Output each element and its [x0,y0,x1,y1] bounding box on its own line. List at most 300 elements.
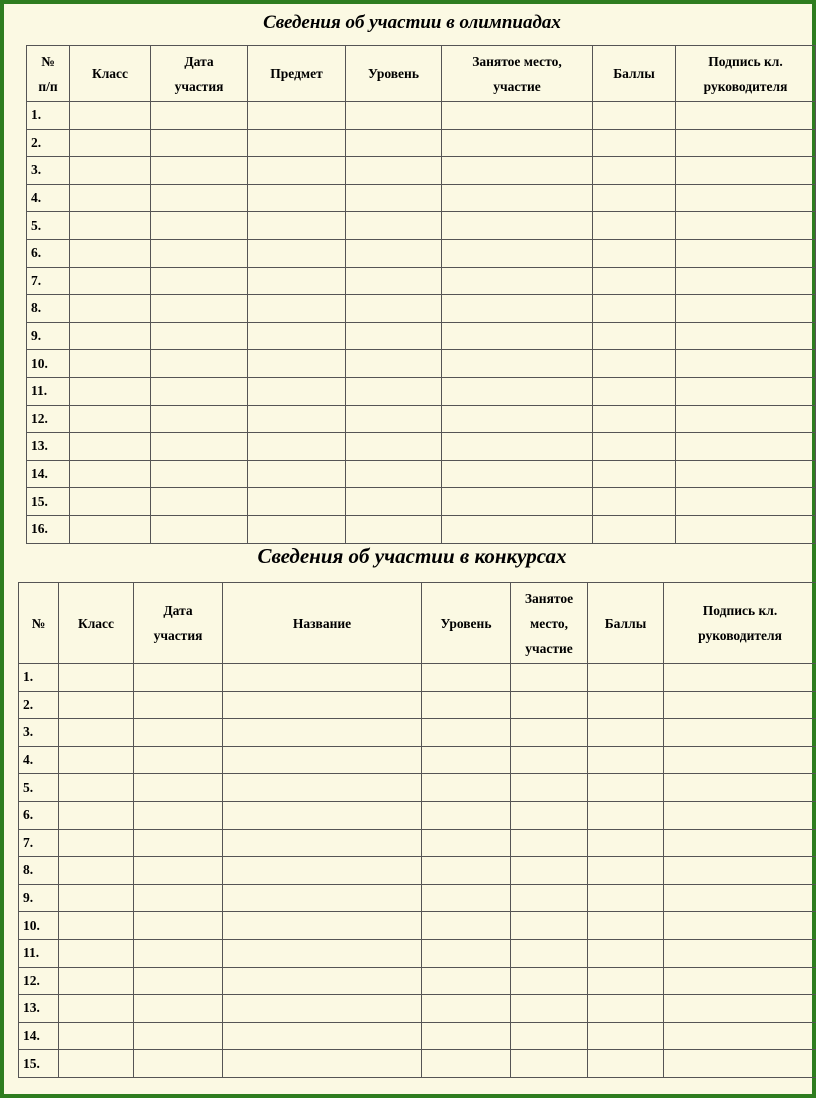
table-cell[interactable] [70,102,151,130]
table-cell[interactable] [511,691,588,719]
table-cell[interactable] [223,664,422,692]
header-date: Дата участия [151,46,248,102]
table-cell[interactable] [593,102,676,130]
contests-title: Сведения об участии в конкурсах [257,544,567,568]
table-row [27,322,816,350]
table-cell[interactable] [422,967,511,995]
table-cell[interactable] [442,377,593,405]
table-cell[interactable] [151,405,248,433]
row-number: 5. [27,212,70,240]
table-cell[interactable] [59,967,134,995]
table-cell[interactable] [588,691,664,719]
row-number: 8. [27,295,70,323]
row-number: 12. [27,405,70,433]
table-cell[interactable] [151,377,248,405]
table-cell[interactable] [422,1050,511,1078]
table-cell[interactable] [676,129,816,157]
table-cell[interactable] [70,212,151,240]
table-cell[interactable] [346,157,442,185]
table-row [27,129,816,157]
table-cell[interactable] [593,295,676,323]
table-cell[interactable] [70,350,151,378]
table-row [19,801,816,829]
table-cell[interactable] [664,939,816,967]
table-cell[interactable] [676,515,816,543]
table-cell[interactable] [511,995,588,1023]
header-place: Занятое место, участие [442,46,593,102]
table-cell[interactable] [593,129,676,157]
table-cell[interactable] [422,691,511,719]
table-row [27,295,816,323]
table-cell[interactable] [588,884,664,912]
table-cell[interactable] [134,1050,223,1078]
table-cell[interactable] [248,184,346,212]
table-cell[interactable] [70,488,151,516]
table-cell[interactable] [346,322,442,350]
table-cell[interactable] [248,267,346,295]
table-cell[interactable] [151,157,248,185]
table-cell[interactable] [134,939,223,967]
row-number: 1. [19,664,59,692]
olympiads-table [26,45,816,544]
table-cell[interactable] [593,433,676,461]
table-cell[interactable] [442,102,593,130]
table-cell[interactable] [588,1022,664,1050]
table-row [19,746,816,774]
table-cell[interactable] [70,377,151,405]
table-cell[interactable] [676,295,816,323]
table-cell[interactable] [223,939,422,967]
row-number: 3. [19,719,59,747]
table-cell[interactable] [664,995,816,1023]
table-cell[interactable] [223,829,422,857]
table-row [19,967,816,995]
row-number: 11. [19,939,59,967]
row-number: 8. [19,857,59,885]
table-cell[interactable] [593,157,676,185]
table-cell[interactable] [676,212,816,240]
table-cell[interactable] [248,515,346,543]
table-cell[interactable] [442,239,593,267]
table-cell[interactable] [59,857,134,885]
table-cell[interactable] [588,746,664,774]
table-cell[interactable] [664,746,816,774]
row-number: 16. [27,515,70,543]
table-cell[interactable] [248,212,346,240]
table-cell[interactable] [151,322,248,350]
table-cell[interactable] [676,350,816,378]
table-cell[interactable] [442,433,593,461]
table-cell[interactable] [442,129,593,157]
table-cell[interactable] [134,829,223,857]
table-cell[interactable] [151,460,248,488]
table-cell[interactable] [422,1022,511,1050]
table-cell[interactable] [134,857,223,885]
table-cell[interactable] [70,239,151,267]
table-cell[interactable] [346,515,442,543]
row-number: 7. [27,267,70,295]
table-cell[interactable] [664,967,816,995]
table-cell[interactable] [346,377,442,405]
table-cell[interactable] [511,801,588,829]
table-cell[interactable] [593,460,676,488]
table-cell[interactable] [511,967,588,995]
table-cell[interactable] [422,664,511,692]
table-cell[interactable] [248,239,346,267]
table-cell[interactable] [70,433,151,461]
row-number: 2. [27,129,70,157]
table-cell[interactable] [70,129,151,157]
table-cell[interactable] [151,184,248,212]
table-row [27,515,816,543]
contests-table-body [19,664,816,1078]
table-cell[interactable] [59,801,134,829]
table-cell[interactable] [59,1022,134,1050]
table-cell[interactable] [593,212,676,240]
table-cell[interactable] [588,774,664,802]
header-name: Название [223,583,422,664]
table-cell[interactable] [134,664,223,692]
row-number: 2. [19,691,59,719]
table-cell[interactable] [223,1022,422,1050]
table-cell[interactable] [59,746,134,774]
table-cell[interactable] [593,267,676,295]
table-cell[interactable] [59,691,134,719]
table-cell[interactable] [511,1022,588,1050]
table-cell[interactable] [664,691,816,719]
table-cell[interactable] [442,295,593,323]
table-cell[interactable] [664,801,816,829]
table-cell[interactable] [151,212,248,240]
table-cell[interactable] [223,774,422,802]
table-cell[interactable] [422,829,511,857]
row-number: 4. [27,184,70,212]
table-cell[interactable] [223,884,422,912]
table-cell[interactable] [422,857,511,885]
table-cell[interactable] [248,322,346,350]
table-cell[interactable] [511,829,588,857]
table-cell[interactable] [511,746,588,774]
table-cell[interactable] [223,1050,422,1078]
row-number: 9. [19,884,59,912]
table-cell[interactable] [676,184,816,212]
table-cell[interactable] [588,719,664,747]
table-cell[interactable] [346,267,442,295]
table-cell[interactable] [593,322,676,350]
table-cell[interactable] [134,995,223,1023]
row-number: 14. [19,1022,59,1050]
table-cell[interactable] [511,857,588,885]
table-cell[interactable] [676,239,816,267]
table-row [19,912,816,940]
table-cell[interactable] [664,719,816,747]
header-subject: Предмет [248,46,346,102]
table-row [27,157,816,185]
table-cell[interactable] [588,801,664,829]
table-row [27,405,816,433]
table-cell[interactable] [134,967,223,995]
table-cell[interactable] [248,460,346,488]
table-cell[interactable] [223,967,422,995]
table-cell[interactable] [70,157,151,185]
table-cell[interactable] [511,1050,588,1078]
table-cell[interactable] [248,129,346,157]
table-cell[interactable] [346,129,442,157]
table-cell[interactable] [422,912,511,940]
table-cell[interactable] [593,515,676,543]
table-row [19,664,816,692]
table-cell[interactable] [676,102,816,130]
contests-table [18,582,816,1078]
header-signature: Подпись кл. руководителя [664,583,816,664]
table-row [27,212,816,240]
header-points: Баллы [588,583,664,664]
row-number: 7. [19,829,59,857]
table-cell[interactable] [511,774,588,802]
table-cell[interactable] [59,884,134,912]
table-cell[interactable] [59,829,134,857]
table-cell[interactable] [664,857,816,885]
table-cell[interactable] [248,488,346,516]
row-number: 14. [27,460,70,488]
table-cell[interactable] [59,912,134,940]
row-number: 1. [27,102,70,130]
table-row [19,774,816,802]
table-cell[interactable] [70,267,151,295]
table-cell[interactable] [442,350,593,378]
table-cell[interactable] [511,939,588,967]
table-cell[interactable] [134,691,223,719]
header-class: Класс [70,46,151,102]
table-cell[interactable] [346,433,442,461]
table-cell[interactable] [59,939,134,967]
table-row [19,719,816,747]
table-cell[interactable] [248,433,346,461]
table-cell[interactable] [664,912,816,940]
table-row [27,350,816,378]
table-row [19,939,816,967]
olympiads-header-row [27,46,816,102]
table-cell[interactable] [442,157,593,185]
table-cell[interactable] [664,774,816,802]
table-row [27,184,816,212]
table-row [27,267,816,295]
table-cell[interactable] [442,184,593,212]
table-cell[interactable] [134,884,223,912]
table-cell[interactable] [422,719,511,747]
table-cell[interactable] [511,912,588,940]
table-cell[interactable] [511,884,588,912]
header-signature: Подпись кл. руководителя [676,46,816,102]
table-cell[interactable] [346,460,442,488]
table-cell[interactable] [70,405,151,433]
table-cell[interactable] [59,1050,134,1078]
table-row [19,995,816,1023]
table-cell[interactable] [442,405,593,433]
table-cell[interactable] [676,460,816,488]
table-row [19,1050,816,1078]
table-cell[interactable] [151,350,248,378]
table-cell[interactable] [223,801,422,829]
table-row [19,857,816,885]
table-cell[interactable] [346,184,442,212]
header-level: Уровень [346,46,442,102]
table-cell[interactable] [223,912,422,940]
table-cell[interactable] [70,322,151,350]
table-cell[interactable] [588,857,664,885]
table-cell[interactable] [511,719,588,747]
table-cell[interactable] [588,912,664,940]
table-cell[interactable] [676,157,816,185]
table-cell[interactable] [151,515,248,543]
table-cell[interactable] [248,405,346,433]
table-cell[interactable] [422,746,511,774]
table-cell[interactable] [588,829,664,857]
contests-header-row [19,583,816,664]
row-number: 9. [27,322,70,350]
table-cell[interactable] [346,488,442,516]
row-number: 13. [19,995,59,1023]
header-number: № [19,583,59,664]
table-cell[interactable] [593,488,676,516]
header-number: № п/п [27,46,70,102]
table-cell[interactable] [664,829,816,857]
table-cell[interactable] [70,184,151,212]
row-number: 3. [27,157,70,185]
table-cell[interactable] [511,664,588,692]
table-row [27,239,816,267]
row-number: 15. [27,488,70,516]
table-row [27,488,816,516]
table-cell[interactable] [676,377,816,405]
table-cell[interactable] [676,488,816,516]
table-cell[interactable] [588,939,664,967]
table-cell[interactable] [134,912,223,940]
row-number: 5. [19,774,59,802]
table-cell[interactable] [442,488,593,516]
table-cell[interactable] [346,239,442,267]
table-cell[interactable] [346,295,442,323]
table-cell[interactable] [134,774,223,802]
table-cell[interactable] [70,515,151,543]
table-cell[interactable] [588,995,664,1023]
table-cell[interactable] [151,433,248,461]
header-date: Дата участия [134,583,223,664]
table-cell[interactable] [664,1050,816,1078]
table-cell[interactable] [59,664,134,692]
table-row [19,884,816,912]
table-cell[interactable] [59,774,134,802]
table-row [27,460,816,488]
table-cell[interactable] [151,102,248,130]
table-cell[interactable] [676,433,816,461]
table-cell[interactable] [248,295,346,323]
table-row [27,433,816,461]
row-number: 4. [19,746,59,774]
table-cell[interactable] [248,350,346,378]
table-cell[interactable] [223,746,422,774]
table-cell[interactable] [70,460,151,488]
header-place: Занятое место, участие [511,583,588,664]
table-cell[interactable] [134,719,223,747]
table-cell[interactable] [248,377,346,405]
table-cell[interactable] [664,1022,816,1050]
table-cell[interactable] [248,157,346,185]
table-cell[interactable] [346,350,442,378]
row-number: 12. [19,967,59,995]
table-cell[interactable] [223,995,422,1023]
table-cell[interactable] [223,719,422,747]
table-cell[interactable] [442,460,593,488]
table-cell[interactable] [664,884,816,912]
table-cell[interactable] [593,350,676,378]
table-cell[interactable] [676,322,816,350]
table-cell[interactable] [442,267,593,295]
table-cell[interactable] [593,405,676,433]
table-cell[interactable] [59,719,134,747]
table-cell[interactable] [59,995,134,1023]
table-cell[interactable] [676,267,816,295]
table-cell[interactable] [151,267,248,295]
olympiads-table-body [27,102,816,544]
table-cell[interactable] [593,184,676,212]
table-cell[interactable] [151,129,248,157]
header-level: Уровень [422,583,511,664]
table-cell[interactable] [151,488,248,516]
table-cell[interactable] [70,295,151,323]
row-number: 15. [19,1050,59,1078]
table-cell[interactable] [664,664,816,692]
table-cell[interactable] [676,405,816,433]
table-cell[interactable] [442,515,593,543]
table-cell[interactable] [346,102,442,130]
row-number: 13. [27,433,70,461]
table-cell[interactable] [134,1022,223,1050]
table-row [19,691,816,719]
row-number: 6. [27,239,70,267]
table-cell[interactable] [588,967,664,995]
table-cell[interactable] [151,239,248,267]
table-cell[interactable] [442,212,593,240]
table-cell[interactable] [588,664,664,692]
table-cell[interactable] [593,377,676,405]
table-cell[interactable] [346,212,442,240]
row-number: 6. [19,801,59,829]
row-number: 10. [27,350,70,378]
header-class: Класс [59,583,134,664]
row-number: 11. [27,377,70,405]
table-cell[interactable] [593,239,676,267]
table-cell[interactable] [134,746,223,774]
table-cell[interactable] [422,995,511,1023]
table-cell[interactable] [442,322,593,350]
table-row [27,377,816,405]
table-cell[interactable] [422,774,511,802]
table-cell[interactable] [248,102,346,130]
table-cell[interactable] [223,857,422,885]
table-cell[interactable] [422,939,511,967]
table-cell[interactable] [422,801,511,829]
table-cell[interactable] [134,801,223,829]
table-cell[interactable] [223,691,422,719]
table-cell[interactable] [588,1050,664,1078]
table-cell[interactable] [422,884,511,912]
table-row [27,102,816,130]
table-row [19,829,816,857]
table-cell[interactable] [151,295,248,323]
table-cell[interactable] [346,405,442,433]
olympiads-title: Сведения об участии в олимпиадах [263,12,561,33]
